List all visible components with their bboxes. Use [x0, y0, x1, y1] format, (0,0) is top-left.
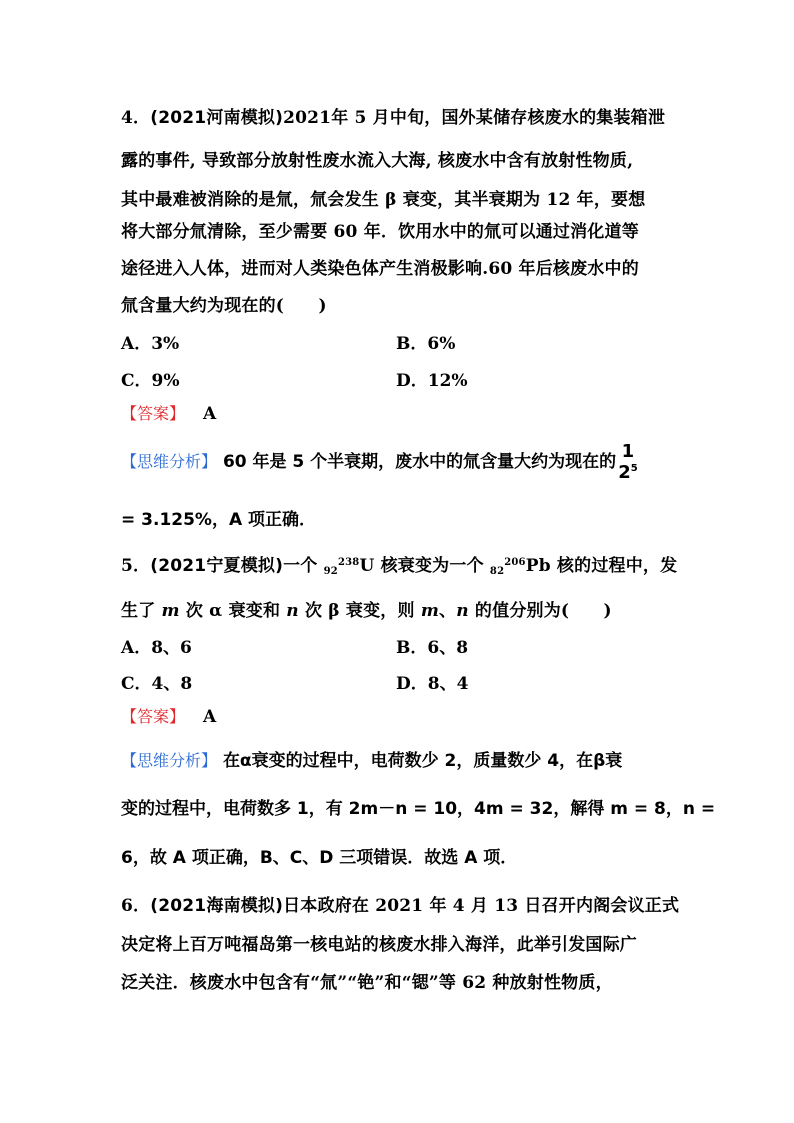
q4-answer-row	[121, 401, 216, 424]
q4-text-1: 2021年 5 月中旬，国外某储存核废水的集装箱泄	[283, 108, 666, 128]
q5-line-2: 生了 m 次 α 衰变和 n 次 β 衰变，则 m、n 的值分别为( )	[121, 601, 612, 621]
q4-option-d: D．12%	[396, 371, 468, 391]
q5-answer: A	[203, 707, 217, 727]
q4-analysis-tag: 【思维分析】	[121, 452, 218, 471]
q4-line-5: 途径进入人体，进而对人类染色体产生消极影响.60 年后核废水中的	[121, 259, 639, 279]
q5-option-c: C．4、8	[121, 674, 193, 694]
q6-line-3: 泛关注．核废水中包含有“氚”“铯”和“锶”等 62 种放射性物质，	[121, 973, 613, 993]
q4-analysis-text-1: 60 年是 5 个半衰期，废水中的氚含量大约为现在的	[222, 452, 617, 472]
q4-analysis-row-2: = 3.125%，A 项正确．	[121, 510, 317, 530]
q5-analysis-row-2: 变的过程中，电荷数多 1，有 2m－n = 10，4m = 32，解得 m = 8，n =	[121, 799, 716, 819]
q6-line-2: 决定将上百万吨福岛第一核电站的核废水排入海洋，此举引发国际广	[121, 935, 637, 955]
q4-fraction: 1 $2^5$	[618, 441, 638, 483]
q6-line-1: 6．(2021海南模拟)日本政府在 2021 年 4 月 13 日召开内阁会议正式	[121, 896, 680, 916]
q4-answer: A	[203, 404, 217, 424]
q4-line-2: 露的事件, 导致部分放射性废水流入大海, 核废水中含有放射性物质,	[121, 151, 634, 171]
q5-analysis-text-1: 在α衰变的过程中，电荷数少 2，质量数少 4，在β衰	[222, 751, 623, 771]
q4-line-1	[121, 103, 681, 128]
q4-line-6: 氚含量大约为现在的( )	[121, 296, 327, 316]
q4-source: (2021河南模拟)	[150, 108, 284, 128]
q5-option-b: B．6、8	[396, 638, 469, 658]
q5-line-1: 5．(2021宁夏模拟)一个 $_{92}^{238}$U 核衰变为一个 $_{82}^{206}$Pb 核的过程中，发	[121, 556, 678, 577]
q5-analysis-row-1	[121, 746, 622, 771]
q5-source: (2021宁夏模拟)	[150, 556, 284, 576]
q5-analysis-tag: 【思维分析】	[121, 751, 218, 770]
q4-option-b: B．6%	[396, 334, 456, 354]
q5-answer-row	[121, 704, 216, 727]
q4-answer-tag: 【答案】	[121, 404, 186, 423]
q4-option-a: A．3%	[121, 334, 180, 354]
q6-source: (2021海南模拟)	[150, 896, 284, 916]
q4-line-4: 将大部分氚清除，至少需要 60 年．饮用水中的氚可以通过消化道等	[121, 222, 639, 242]
q5-option-d: D．8、4	[396, 674, 469, 694]
q4-line-3: 其中最难被消除的是氚，氚会发生 β 衰变，其半衰期为 12 年，要想	[121, 190, 646, 210]
q5-analysis-row-3: 6，故 A 项正确，B、C、D 三项错误．故选 A 项．	[121, 848, 518, 868]
q5-answer-tag: 【答案】	[121, 707, 186, 726]
q4-number: 4．	[121, 108, 151, 128]
q4-analysis-row-1	[121, 443, 638, 482]
q5-option-a: A．8、6	[121, 638, 192, 658]
q4-option-c: C．9%	[121, 371, 180, 391]
